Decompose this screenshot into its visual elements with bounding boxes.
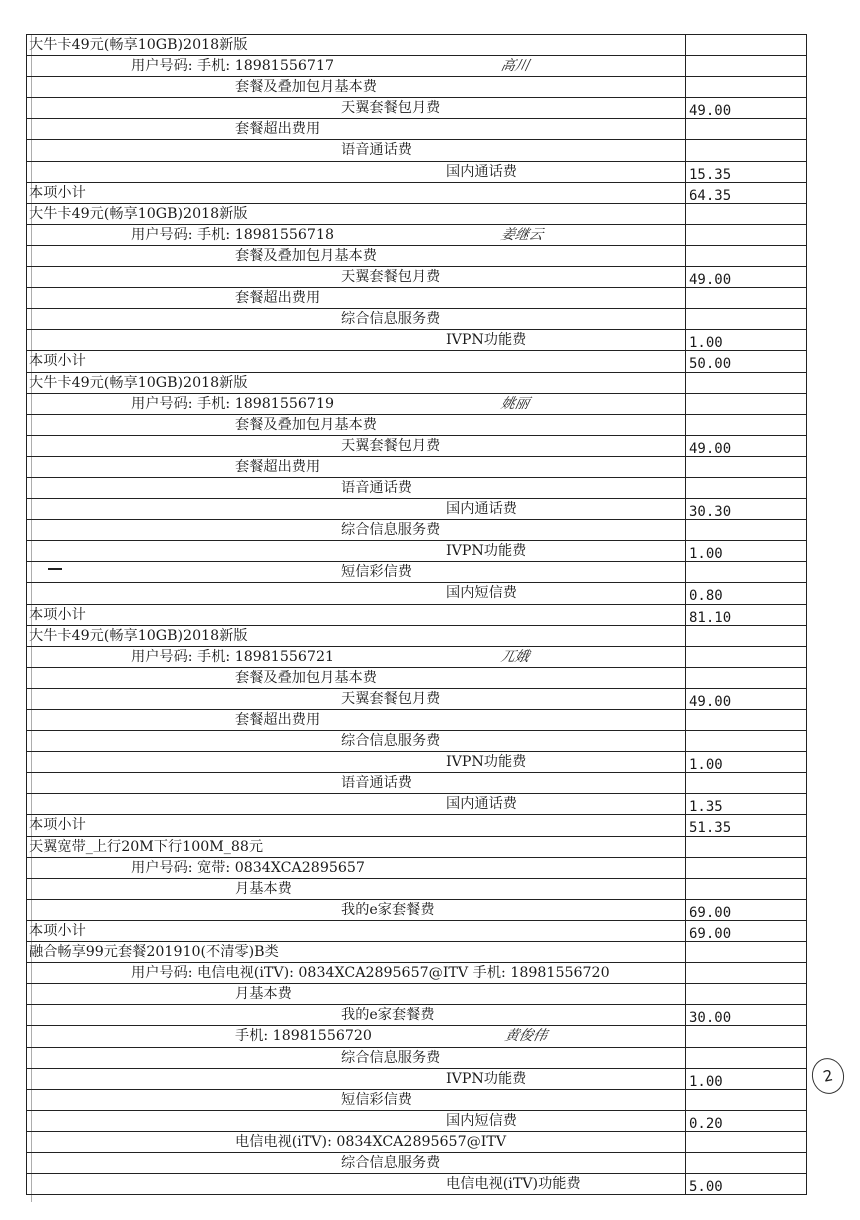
row-description-cell: [27, 98, 686, 118]
ledger-item-row: [27, 879, 807, 900]
row-amount: [686, 140, 807, 160]
row-description: 用户号码: 电信电视(iTV): 0834XCA2895657@ITV 手机: 18981556720: [131, 965, 610, 982]
row-amount: 81.10: [686, 605, 807, 625]
ledger-item-row: [27, 436, 807, 457]
row-amount: [686, 246, 807, 266]
signature-text: 姚丽: [499, 395, 531, 412]
ledger-item-row: [27, 162, 807, 183]
row-description: 套餐及叠加包月基本费: [235, 416, 377, 433]
row-description: 天翼套餐包月费: [341, 100, 441, 117]
ledger-item-row: [27, 541, 807, 562]
row-description-cell: [27, 330, 686, 350]
row-amount: [686, 225, 807, 245]
row-description: 我的e家套餐费: [341, 901, 435, 918]
ledger-item-row: [27, 858, 807, 879]
row-description-cell: [27, 984, 686, 1004]
row-amount: 0.20: [686, 1111, 807, 1131]
ledger-item-row: [27, 1111, 807, 1132]
row-amount: [686, 478, 807, 498]
row-description-cell: [27, 351, 686, 371]
row-description-cell: [27, 267, 686, 287]
row-description-cell: [27, 626, 686, 646]
row-amount: [686, 562, 807, 582]
row-description-cell: [27, 815, 686, 835]
row-description: 套餐超出费用: [235, 290, 321, 307]
row-amount: [686, 309, 807, 329]
ledger-item-row: [27, 562, 807, 583]
ledger-item-row: [27, 267, 807, 288]
ledger-item-row: [27, 984, 807, 1005]
ledger-section-row: [27, 351, 807, 372]
row-amount: 30.00: [686, 1005, 807, 1025]
row-amount: 1.00: [686, 330, 807, 350]
row-description: 用户号码: 手机: 18981556721: [131, 648, 334, 665]
row-description-cell: [27, 942, 686, 962]
row-amount: 1.35: [686, 794, 807, 814]
row-description: IVPN功能费: [446, 754, 527, 771]
row-amount: [686, 1132, 807, 1152]
row-description: IVPN功能费: [446, 1070, 527, 1087]
row-description-cell: [27, 457, 686, 477]
row-amount: [686, 879, 807, 899]
ledger-section-row: [27, 204, 807, 225]
row-description-cell: [27, 605, 686, 625]
row-amount: 49.00: [686, 98, 807, 118]
ledger-item-row: [27, 56, 807, 77]
row-amount: [686, 1090, 807, 1110]
ledger-section-row: [27, 626, 807, 647]
row-description-cell: [27, 436, 686, 456]
row-amount: [686, 394, 807, 414]
row-description: 大牛卡49元(畅享10GB)2018新版: [29, 374, 248, 391]
row-description: 套餐及叠加包月基本费: [235, 247, 377, 264]
ledger-section-row: [27, 183, 807, 204]
row-description: 套餐及叠加包月基本费: [235, 669, 377, 686]
row-description: 天翼套餐包月费: [341, 437, 441, 454]
row-description-cell: [27, 879, 686, 899]
ledger-item-row: [27, 394, 807, 415]
ledger-item-row: [27, 794, 807, 815]
ledger-section-row: [27, 942, 807, 963]
row-description-cell: [27, 246, 686, 266]
row-amount: 5.00: [686, 1174, 807, 1194]
row-amount: [686, 626, 807, 646]
row-description: 我的e家套餐费: [341, 1007, 435, 1024]
row-amount: [686, 1153, 807, 1173]
row-description-cell: [27, 162, 686, 182]
row-description: 套餐超出费用: [235, 712, 321, 728]
row-description: 融合畅享99元套餐201910(不清零)B类: [29, 944, 279, 961]
row-amount: 51.35: [686, 815, 807, 835]
row-description-cell: [27, 478, 686, 498]
row-description-cell: [27, 773, 686, 793]
ledger-item-row: [27, 1005, 807, 1026]
row-description: 语音通话费: [341, 775, 412, 792]
row-description-cell: [27, 900, 686, 920]
row-description: 手机: 18981556720: [235, 1028, 372, 1045]
row-description-cell: [27, 183, 686, 203]
row-description-cell: [27, 562, 686, 582]
row-description: 大牛卡49元(畅享10GB)2018新版: [29, 37, 248, 53]
row-amount: 1.00: [686, 752, 807, 772]
ledger-item-row: [27, 246, 807, 267]
row-description-cell: [27, 731, 686, 751]
row-description-cell: [27, 204, 686, 224]
row-description-cell: [27, 1026, 686, 1046]
ledger-item-row: [27, 119, 807, 140]
ledger-section-row: [27, 35, 807, 56]
row-description-cell: [27, 1132, 686, 1152]
ledger-item-row: [27, 1026, 807, 1047]
row-description: 天翼宽带_上行20M下行100M_88元: [29, 838, 264, 855]
row-description: 语音通话费: [341, 142, 412, 159]
ledger-item-row: [27, 583, 807, 604]
row-amount: [686, 942, 807, 962]
row-description: 大牛卡49元(畅享10GB)2018新版: [29, 205, 248, 222]
row-description-cell: [27, 56, 686, 76]
row-description: 天翼套餐包月费: [341, 269, 441, 286]
row-description-cell: [27, 140, 686, 160]
row-description-cell: [27, 373, 686, 393]
row-amount: [686, 35, 807, 55]
row-amount: [686, 1026, 807, 1046]
ledger-item-row: [27, 773, 807, 794]
row-description: 综合信息服务费: [341, 733, 441, 750]
row-description: 套餐超出费用: [235, 458, 321, 475]
row-amount: 1.00: [686, 541, 807, 561]
row-description: 月基本费: [235, 880, 292, 897]
row-description: 国内短信费: [446, 1112, 517, 1129]
row-description-cell: [27, 1174, 686, 1194]
signature-text: 兀娥: [499, 648, 531, 665]
row-amount: [686, 984, 807, 1004]
ledger-item-row: [27, 1069, 807, 1090]
row-description: 本项小计: [29, 353, 86, 370]
row-description-cell: [27, 837, 686, 857]
row-description-cell: [27, 963, 686, 983]
signature-text: 姜继云: [499, 226, 545, 243]
row-amount: [686, 56, 807, 76]
row-description: 国内通话费: [446, 796, 517, 813]
row-description-cell: [27, 1153, 686, 1173]
row-description: 用户号码: 手机: 18981556719: [131, 395, 334, 412]
row-description-cell: [27, 288, 686, 308]
ledger-item-row: [27, 457, 807, 478]
ledger-item-row: [27, 520, 807, 541]
circled-page-number: 2: [809, 1055, 848, 1097]
row-amount: [686, 415, 807, 435]
row-amount: [686, 373, 807, 393]
handwritten-tick-mark: [48, 568, 62, 570]
row-description: 电信电视(iTV): 0834XCA2895657@ITV: [235, 1133, 507, 1150]
row-description: 本项小计: [29, 606, 86, 623]
row-amount: 69.00: [686, 900, 807, 920]
row-description: 综合信息服务费: [341, 311, 441, 328]
row-amount: 49.00: [686, 436, 807, 456]
row-amount: 15.35: [686, 162, 807, 182]
row-amount: [686, 963, 807, 983]
row-amount: 49.00: [686, 689, 807, 709]
ledger-item-row: [27, 900, 807, 921]
row-description-cell: [27, 583, 686, 603]
row-description: 天翼套餐包月费: [341, 690, 441, 707]
billing-ledger-table: [26, 34, 807, 1195]
row-amount: [686, 731, 807, 751]
ledger-item-row: [27, 963, 807, 984]
ledger-item-row: [27, 689, 807, 710]
row-amount: [686, 710, 807, 730]
ledger-item-row: [27, 1153, 807, 1174]
row-description-cell: [27, 794, 686, 814]
row-description-cell: [27, 499, 686, 519]
row-description-cell: [27, 1090, 686, 1110]
row-amount: 69.00: [686, 921, 807, 941]
row-description: 综合信息服务费: [341, 1154, 441, 1171]
row-description-cell: [27, 225, 686, 245]
row-amount: [686, 520, 807, 540]
ledger-item-row: [27, 1090, 807, 1111]
row-amount: [686, 773, 807, 793]
ledger-item-row: [27, 309, 807, 330]
row-amount: [686, 288, 807, 308]
row-amount: [686, 668, 807, 688]
ledger-item-row: [27, 1174, 807, 1195]
row-description-cell: [27, 1005, 686, 1025]
row-description-cell: [27, 858, 686, 878]
ledger-item-row: [27, 140, 807, 161]
row-description-cell: [27, 689, 686, 709]
row-description-cell: [27, 415, 686, 435]
row-description-cell: [27, 541, 686, 561]
row-amount: [686, 858, 807, 878]
row-description-cell: [27, 119, 686, 139]
row-description-cell: [27, 77, 686, 97]
row-description-cell: [27, 1048, 686, 1068]
row-description: 用户号码: 手机: 18981556717: [131, 58, 334, 75]
row-amount: [686, 837, 807, 857]
row-description: 本项小计: [29, 184, 86, 201]
ledger-item-row: [27, 1132, 807, 1153]
ledger-item-row: [27, 668, 807, 689]
ledger-section-row: [27, 837, 807, 858]
row-amount: 30.30: [686, 499, 807, 519]
row-description: 国内通话费: [446, 501, 517, 518]
row-amount: 0.80: [686, 583, 807, 603]
row-description-cell: [27, 520, 686, 540]
row-description: 综合信息服务费: [341, 1049, 441, 1066]
row-amount: [686, 457, 807, 477]
row-amount: 1.00: [686, 1069, 807, 1089]
row-description-cell: [27, 309, 686, 329]
row-description-cell: [27, 710, 686, 730]
row-amount: 49.00: [686, 267, 807, 287]
ledger-item-row: [27, 710, 807, 731]
row-description-cell: [27, 1111, 686, 1131]
row-description-cell: [27, 35, 686, 55]
row-description-cell: [27, 394, 686, 414]
row-amount: [686, 77, 807, 97]
row-description: 短信彩信费: [341, 564, 412, 581]
row-description: 本项小计: [29, 817, 86, 834]
ledger-section-row: [27, 815, 807, 836]
ledger-item-row: [27, 647, 807, 668]
signature-text: 黄俊伟: [503, 1028, 549, 1045]
ledger-item-row: [27, 288, 807, 309]
row-description: 短信彩信费: [341, 1091, 412, 1108]
row-description: 综合信息服务费: [341, 522, 441, 539]
ledger-item-row: [27, 478, 807, 499]
signature-text: 高川: [499, 58, 531, 75]
row-description: 国内短信费: [446, 585, 517, 602]
ledger-item-row: [27, 1048, 807, 1069]
ledger-item-row: [27, 415, 807, 436]
row-amount: [686, 1048, 807, 1068]
row-amount: 64.35: [686, 183, 807, 203]
row-description: 本项小计: [29, 922, 86, 939]
row-amount: [686, 647, 807, 667]
row-amount: [686, 204, 807, 224]
ledger-item-row: [27, 330, 807, 351]
row-description-cell: [27, 921, 686, 941]
row-description-cell: [27, 1069, 686, 1089]
ledger-item-row: [27, 77, 807, 98]
row-amount: [686, 119, 807, 139]
ledger-section-row: [27, 373, 807, 394]
row-description: 用户号码: 宽带: 0834XCA2895657: [131, 859, 365, 876]
row-description: 语音通话费: [341, 479, 412, 496]
row-description: 用户号码: 手机: 18981556718: [131, 226, 334, 243]
row-description-cell: [27, 647, 686, 667]
row-description: 月基本费: [235, 986, 292, 1003]
row-description: 大牛卡49元(畅享10GB)2018新版: [29, 627, 248, 644]
ledger-section-row: [27, 921, 807, 942]
ledger-item-row: [27, 98, 807, 119]
ledger-item-row: [27, 752, 807, 773]
row-description: 电信电视(iTV)功能费: [446, 1176, 581, 1193]
row-description-cell: [27, 752, 686, 772]
row-description: 国内通话费: [446, 163, 517, 180]
ledger-section-row: [27, 605, 807, 626]
ledger-item-row: [27, 499, 807, 520]
row-description: 套餐超出费用: [235, 121, 321, 138]
row-description-cell: [27, 668, 686, 688]
row-description: IVPN功能费: [446, 332, 527, 349]
ledger-item-row: [27, 731, 807, 752]
ledger-item-row: [27, 225, 807, 246]
row-amount: 50.00: [686, 351, 807, 371]
row-description: 套餐及叠加包月基本费: [235, 79, 377, 96]
row-description: IVPN功能费: [446, 543, 527, 560]
